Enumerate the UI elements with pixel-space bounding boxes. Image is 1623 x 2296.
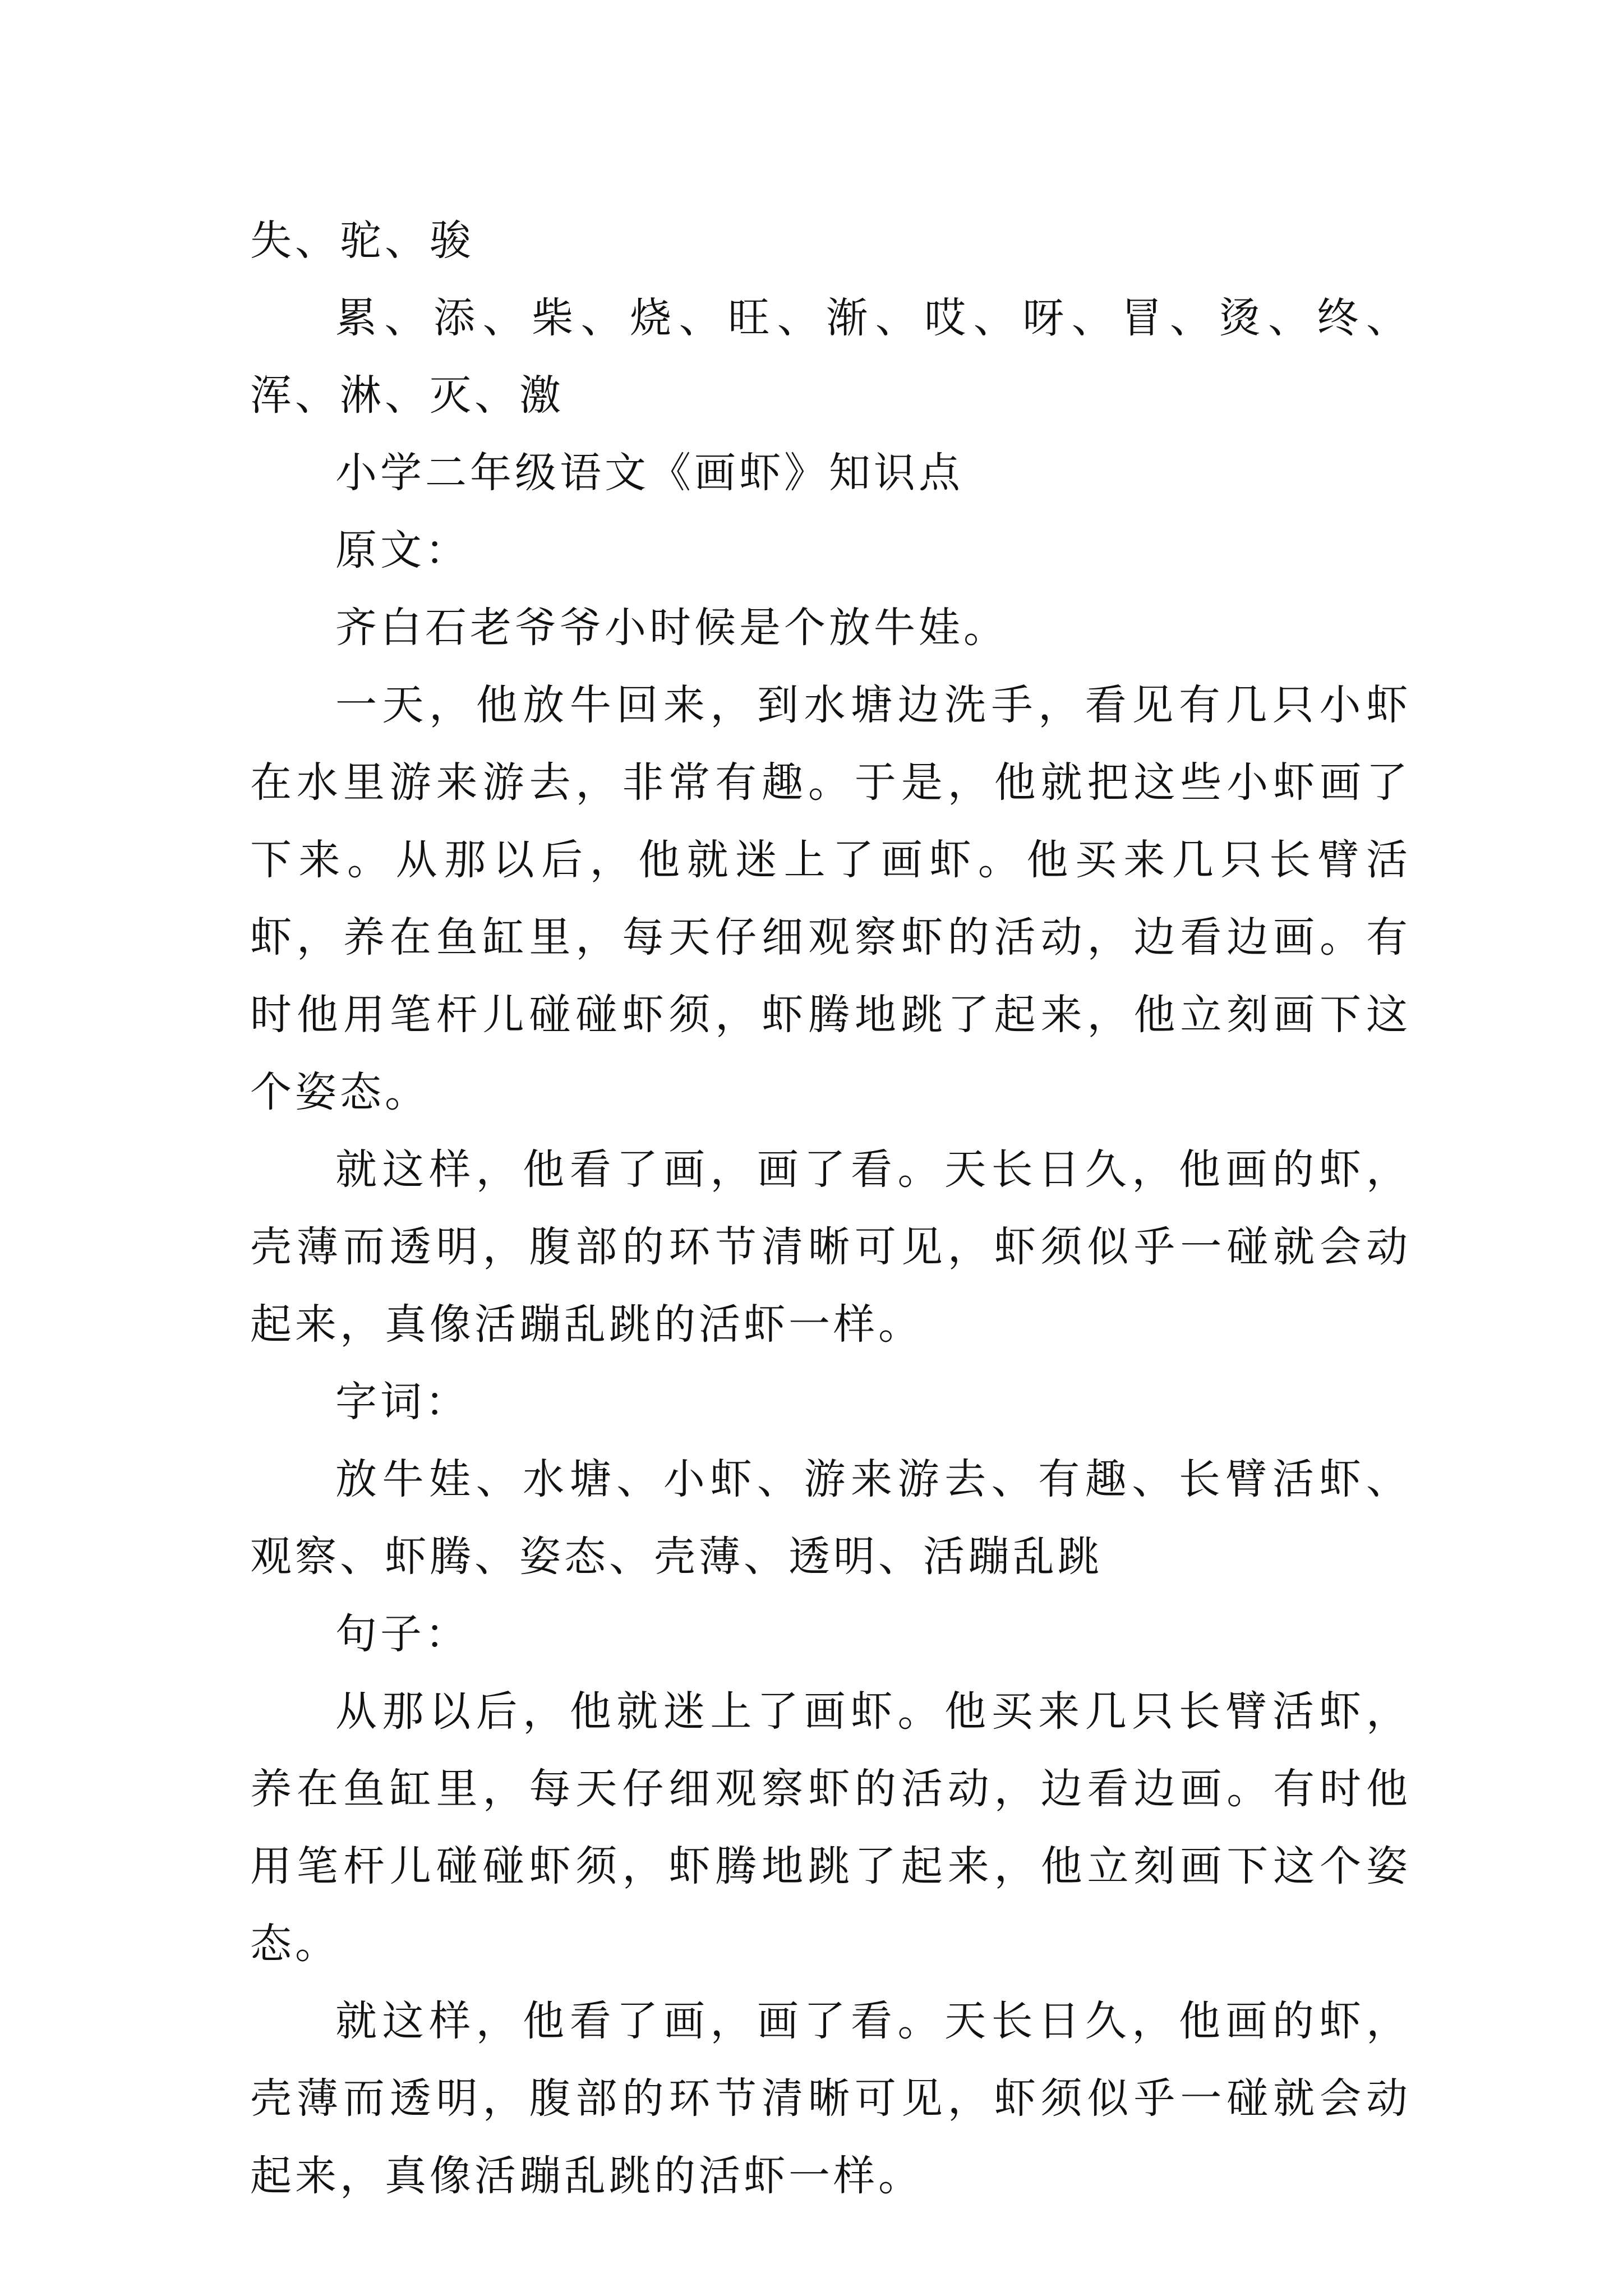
heading-sentences: 句子： bbox=[335, 1610, 470, 1658]
paragraph-sentence-2: 就这样，他看了画，画了看。天长日久，他画的虾，壳薄而透明，腹部的环节清晰可见，虾须似乎一碰就会动起来，真像活蹦乱跳的活虾一样。 bbox=[250, 1997, 1411, 2200]
paragraph-vocabulary: 放牛娃、水塘、小虾、游来游去、有趣、长臂活虾、观察、虾腾、姿态、壳薄、透明、活蹦乱跳 bbox=[250, 1455, 1411, 1581]
heading-original-text: 原文： bbox=[335, 526, 470, 574]
paragraph-original-3: 就这样，他看了画，画了看。天长日久，他画的虾，壳薄而透明，腹部的环节清晰可见，虾须似乎一碰就会动起来，真像活蹦乱跳的活虾一样。 bbox=[250, 1145, 1411, 1349]
paragraph-word-list: 累、添、柴、烧、旺、渐、哎、呀、冒、烫、终、浑、淋、灭、激 bbox=[250, 294, 1411, 420]
paragraph-original-2: 一天，他放牛回来，到水塘边洗手，看见有几只小虾在水里游来游去，非常有趣。于是，他就把这些小虾画了下来。从那以后，他就迷上了画虾。他买来几只长臂活虾，养在鱼缸里，每天仔细观察虾的活动，边看边画。有时他用笔杆儿碰碰虾须，虾腾地跳了起来，他立刻画下这个姿态。 bbox=[250, 681, 1411, 1116]
document-body bbox=[250, 202, 1411, 2215]
heading-vocabulary: 字词： bbox=[335, 1378, 470, 1426]
section-title: 小学二年级语文《画虾》知识点 bbox=[335, 449, 963, 497]
paragraph-original-1: 齐白石老爷爷小时候是个放牛娃。 bbox=[335, 604, 1008, 652]
paragraph-sentence-1: 从那以后，他就迷上了画虾。他买来几只长臂活虾，养在鱼缸里，每天仔细观察虾的活动，边看边画。有时他用笔杆儿碰碰虾须，虾腾地跳了起来，他立刻画下这个姿态。 bbox=[250, 1687, 1411, 1968]
paragraph-word-list-continued: 失、驼、骏 bbox=[250, 217, 474, 265]
